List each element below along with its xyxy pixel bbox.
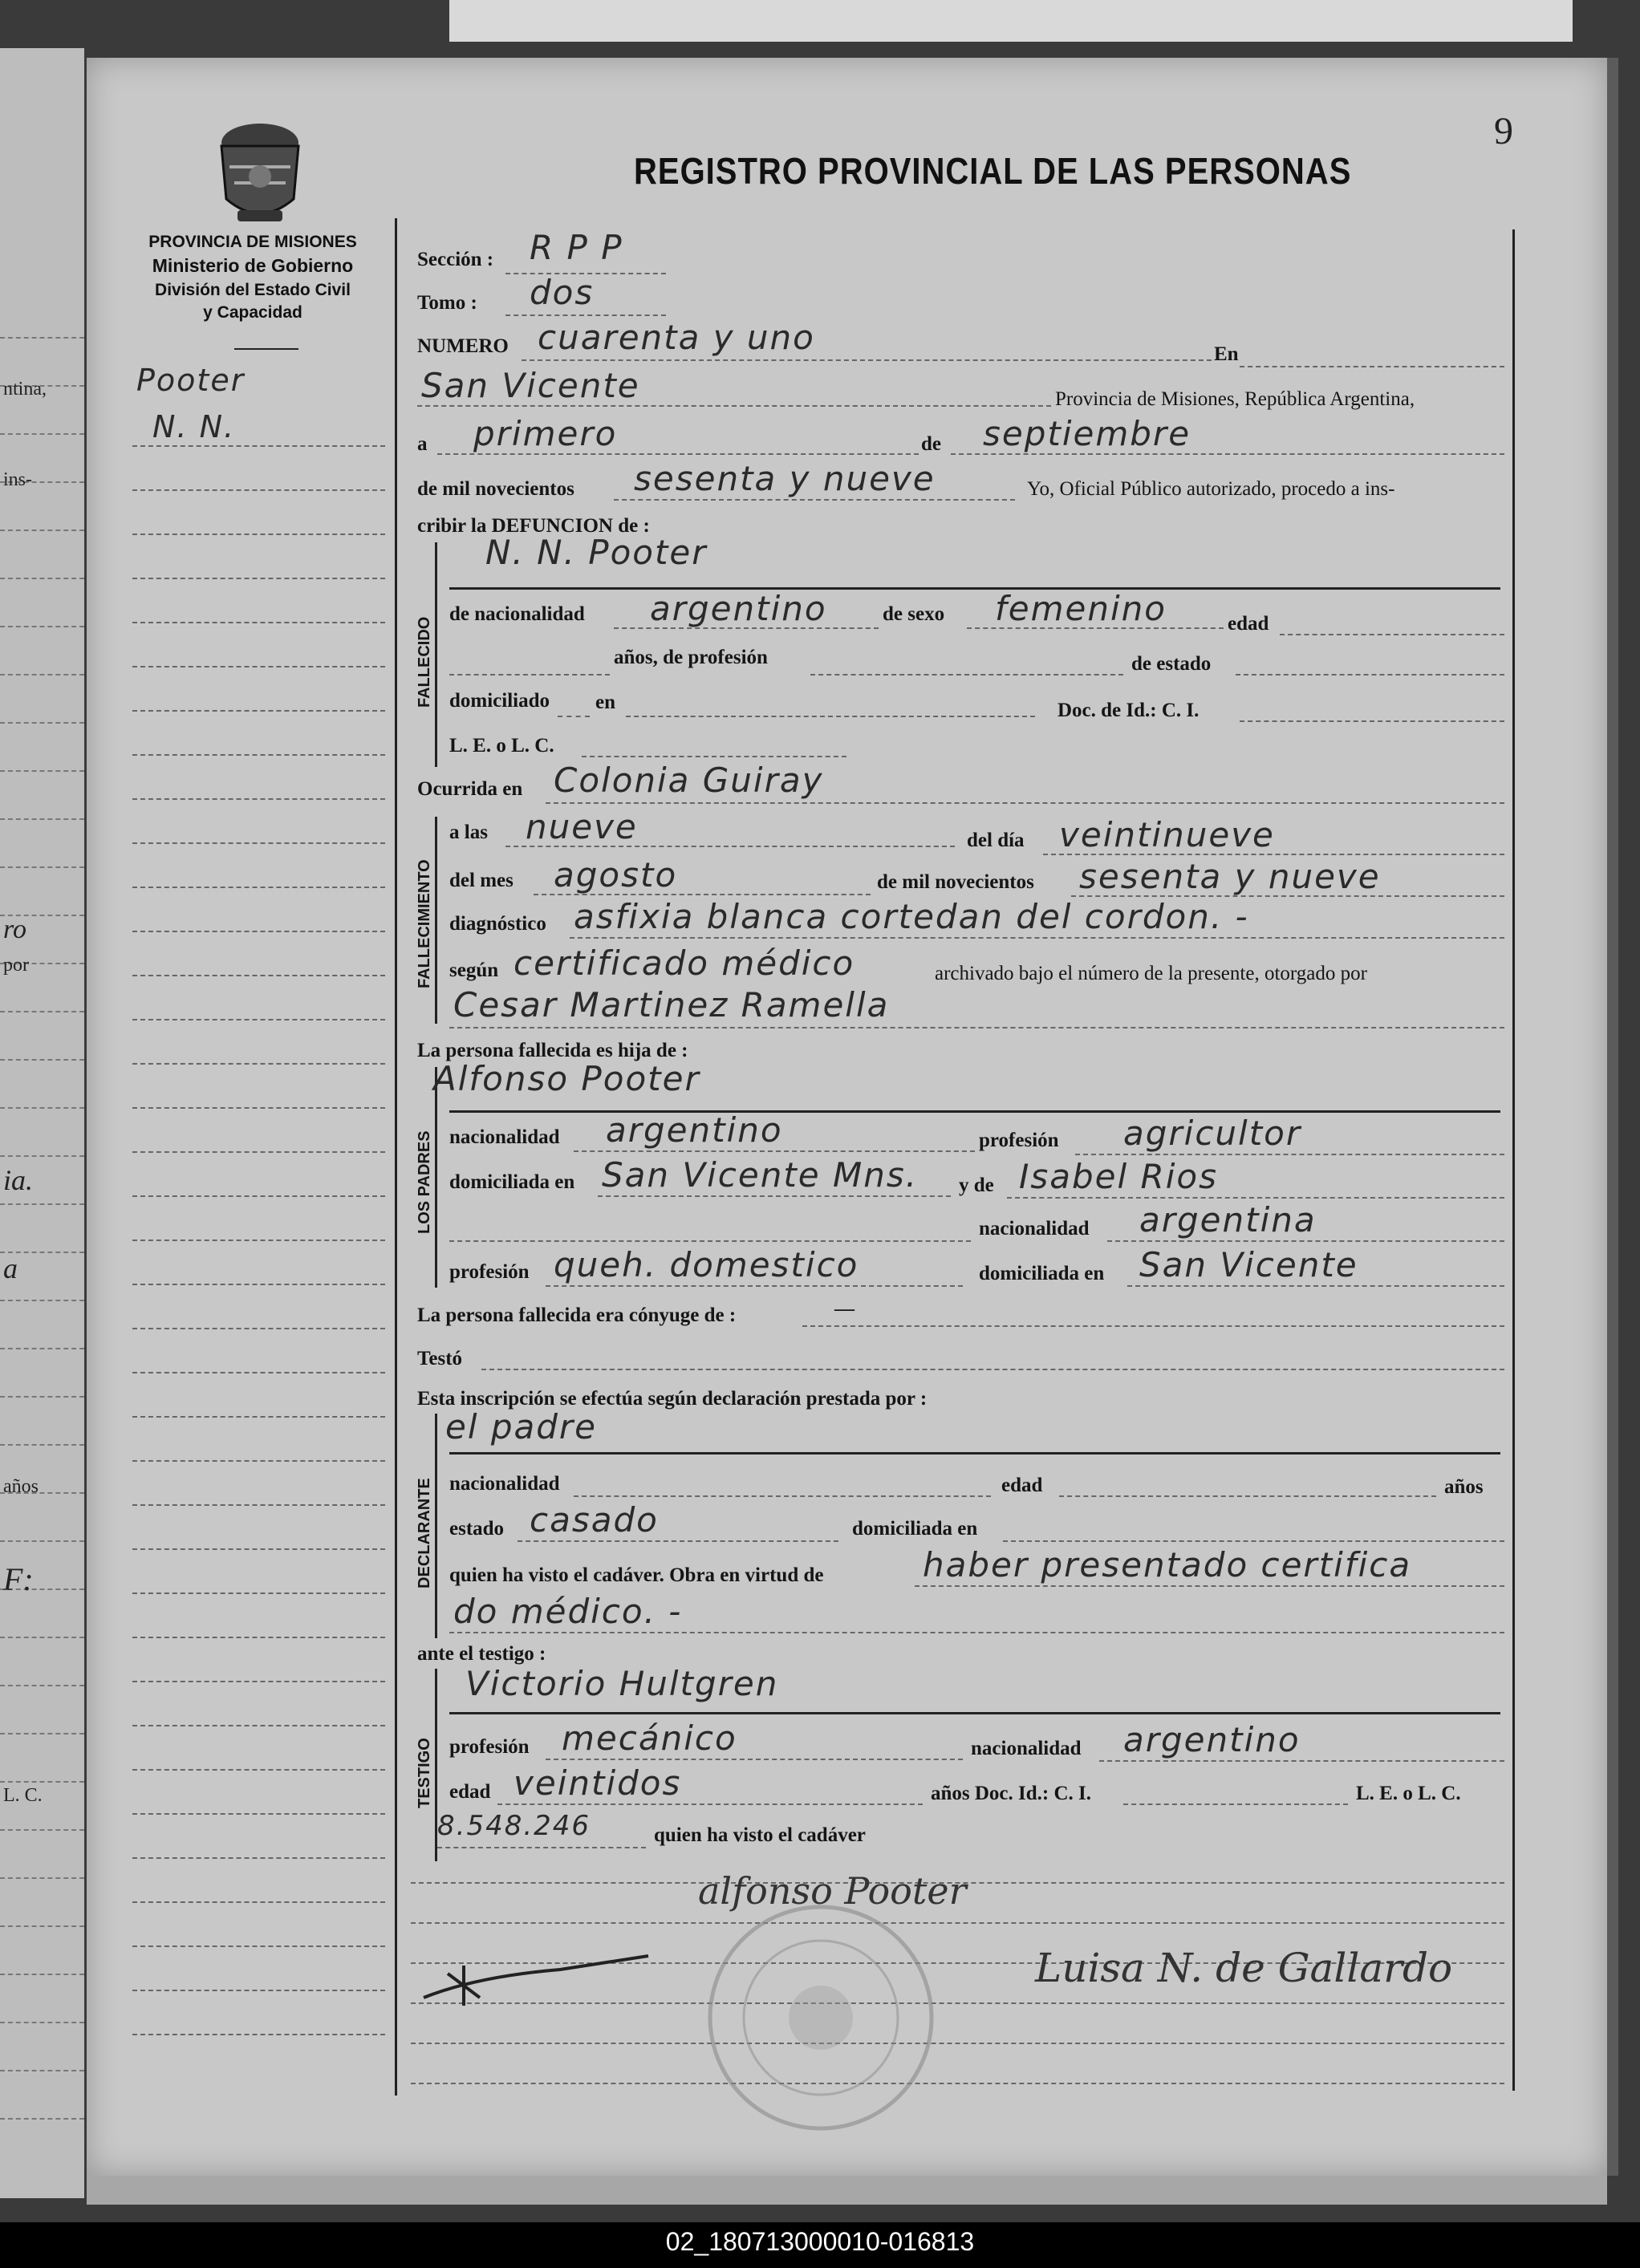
profesion-madre-label: profesión: [449, 1261, 530, 1283]
prev-page-fragment: años: [3, 1476, 39, 1497]
estado-label: de estado: [1131, 653, 1212, 675]
header-capacity: y Capacidad: [203, 303, 302, 322]
signature-oficial: Luisa N. de Gallardo: [1035, 1945, 1453, 1991]
oficial-text: Yo, Oficial Público autorizado, procedo a ins-: [1027, 478, 1395, 500]
testigo-profesion-value: mecánico: [562, 1718, 737, 1758]
document-id: 02_180713000010-016813: [665, 2227, 975, 2256]
madre-value: Isabel Rios: [1019, 1157, 1218, 1196]
header-ministry: Ministerio de Gobierno: [152, 255, 354, 276]
le-lc-label: L. E. o L. C.: [449, 735, 554, 757]
declarante-bracket: [435, 1414, 437, 1638]
nacionalidad-padre-label: nacionalidad: [449, 1126, 560, 1148]
del-mes-value: agosto: [554, 855, 678, 895]
testigo-intro-label: ante el testigo :: [417, 1643, 546, 1665]
domicilio-padres-value: San Vicente Mns.: [602, 1155, 919, 1195]
a-las-label: a las: [449, 822, 488, 843]
declarante-value: el padre: [445, 1407, 598, 1446]
ocurrida-label: Ocurrida en: [417, 778, 523, 800]
declarante-section-label: DECLARANTE: [416, 1478, 433, 1588]
nacionalidad-madre-value: argentina: [1139, 1200, 1317, 1239]
official-seal-stamp: [696, 1897, 945, 2138]
declarante-anios-label: años: [1444, 1476, 1484, 1498]
numero-value: cuarenta y uno: [538, 318, 815, 357]
mes-value: septiembre: [983, 414, 1191, 453]
domicilio-madre-label: domiciliada en: [979, 1263, 1105, 1284]
padre-value: Alfonso Pooter: [433, 1059, 700, 1098]
declarante-domiciliada-label: domiciliada en: [852, 1518, 978, 1540]
prev-page-fragment: ro: [3, 915, 26, 944]
profesion-padre-label: profesión: [979, 1130, 1059, 1151]
en-label: En: [1214, 343, 1239, 365]
diagnostico-value: asfixia blanca cortedan del cordon. -: [574, 897, 1249, 936]
testigo-profesion-label: profesión: [449, 1736, 530, 1758]
cadaver-value-2: do médico. -: [453, 1592, 683, 1631]
testigo-value: Victorio Hultgren: [465, 1664, 779, 1703]
en-label-2: en: [595, 692, 615, 713]
fallecimiento-bracket: [435, 817, 437, 1024]
cadaver-label: quien ha visto el cadáver. Obra en virtud de: [449, 1564, 824, 1586]
declarante-nacionalidad-label: nacionalidad: [449, 1473, 560, 1495]
del-dia-label: del día: [967, 830, 1025, 851]
page-bottom-edge: [87, 2176, 1607, 2205]
prev-page-fragment: ntina,: [3, 379, 47, 400]
cadaver-value-1: haber presentado certifica: [923, 1545, 1412, 1584]
margin-name-line1: Pooter: [136, 363, 246, 398]
testigo-cadaver-label: quien ha visto el cadáver: [654, 1824, 866, 1846]
testigo-nacionalidad-label: nacionalidad: [971, 1738, 1082, 1759]
edad-label: edad: [1228, 613, 1269, 635]
del-mes-label: del mes: [449, 870, 514, 891]
prev-page-fragment: ins-: [3, 469, 32, 490]
declaracion-label: Esta inscripción se efectúa según declaración prestada por :: [417, 1388, 928, 1410]
conyuge-label: La persona fallecida era cónyuge de :: [417, 1304, 737, 1326]
sexo-value: femenino: [995, 589, 1167, 628]
coat-of-arms-icon: [210, 119, 310, 229]
mil-novecientos-label: de mil novecientos: [417, 478, 574, 500]
conyuge-value: —: [834, 1298, 855, 1320]
anios-profesion-label: años, de profesión: [614, 647, 768, 668]
top-background-strip: [449, 0, 1573, 42]
fallecido-name: N. N. Pooter: [485, 533, 708, 572]
nacionalidad-value: argentino: [650, 589, 827, 628]
dia-value: primero: [473, 414, 618, 453]
anio-value: sesenta y nueve: [634, 459, 936, 498]
padres-bracket: [435, 1067, 437, 1288]
declarante-edad-label: edad: [1001, 1475, 1043, 1496]
testigo-section-label: TESTIGO: [416, 1738, 433, 1808]
tomo-label: Tomo :: [417, 292, 477, 314]
domiciliado-label: domiciliado: [449, 690, 550, 712]
profesion-madre-value: queh. domestico: [554, 1245, 859, 1284]
fallecimiento-section-label: FALLECIMIENTO: [416, 859, 433, 988]
signature-declarante: alfonso Pooter: [698, 1869, 967, 1913]
testigo-edad-label: edad: [449, 1781, 491, 1803]
hora-value: nueve: [526, 807, 638, 846]
fallecido-bracket: [435, 542, 437, 767]
testigo-nacionalidad-value: argentino: [1123, 1720, 1301, 1759]
inscribir-text: cribir la DEFUNCION de :: [417, 515, 650, 537]
testigo-doc-label: años Doc. Id.: C. I.: [931, 1783, 1092, 1804]
de-mil-novecientos-label: de mil novecientos: [877, 871, 1034, 893]
prev-page-fragment: por: [3, 955, 29, 976]
seccion-value: R P P: [530, 228, 623, 267]
doc-label: Doc. de Id.: C. I.: [1057, 700, 1200, 721]
page-number: 9: [1494, 110, 1513, 152]
segun-value: certificado médico: [514, 943, 855, 983]
margin-name-line2: N. N.: [152, 409, 236, 444]
fallecido-section-label: FALLECIDO: [416, 616, 433, 708]
lugar-value: San Vicente: [421, 366, 640, 405]
testigo-edad-value: veintidos: [514, 1763, 682, 1803]
testigo-doc-value: 8.548.246: [437, 1810, 591, 1842]
prev-page-fragment: F:: [3, 1561, 34, 1597]
medico-value: Cesar Martinez Ramella: [453, 985, 890, 1024]
del-dia-value: veintinueve: [1059, 815, 1275, 854]
profesion-padre-value: agricultor: [1123, 1114, 1302, 1153]
sexo-label: de sexo: [883, 603, 945, 625]
nacionalidad-label: de nacionalidad: [449, 603, 585, 625]
numero-label: NUMERO: [417, 335, 509, 357]
prev-page-fragment: L. C.: [3, 1785, 43, 1806]
testo-label: Testó: [417, 1348, 463, 1369]
right-border: [1512, 229, 1515, 2091]
hija-label: La persona fallecida es hija de :: [417, 1040, 688, 1061]
ocurrida-value: Colonia Guiray: [554, 761, 824, 800]
signature-testigo-mark: [416, 1950, 664, 2014]
header-rule: [234, 348, 298, 350]
tomo-value: dos: [530, 273, 595, 312]
page-title: REGISTRO PROVINCIAL DE LAS PERSONAS: [634, 151, 1352, 193]
domicilio-madre-value: San Vicente: [1139, 1245, 1358, 1284]
prev-page-fragment: ia.: [3, 1164, 34, 1196]
seccion-label: Sección :: [417, 249, 494, 270]
declarante-estado-label: estado: [449, 1518, 505, 1540]
header-province: PROVINCIA DE MISIONES: [148, 233, 357, 251]
a-label: a: [417, 433, 428, 455]
header-division: División del Estado Civil: [155, 281, 351, 299]
margin-divider: [395, 218, 397, 2096]
padres-section-label: LOS PADRES: [416, 1130, 433, 1234]
previous-page: [0, 48, 84, 2198]
declarante-estado-value: casado: [530, 1500, 659, 1540]
prev-page-fragment: a: [3, 1252, 18, 1284]
segun-label: según: [449, 960, 499, 981]
diagnostico-label: diagnóstico: [449, 913, 546, 935]
y-de-label: y de: [959, 1175, 994, 1196]
de-label: de: [921, 433, 941, 455]
provincia-text: Provincia de Misiones, República Argentina,: [1055, 388, 1415, 410]
nacionalidad-padre-value: argentino: [606, 1110, 783, 1150]
domiciliada-label: domiciliada en: [449, 1171, 575, 1193]
anio-fallecimiento-value: sesenta y nueve: [1079, 857, 1381, 896]
archivado-text: archivado bajo el número de la presente, otorgado por: [935, 963, 1367, 984]
nacionalidad-madre-label: nacionalidad: [979, 1218, 1090, 1239]
testigo-le-lc-label: L. E. o L. C.: [1356, 1783, 1461, 1804]
